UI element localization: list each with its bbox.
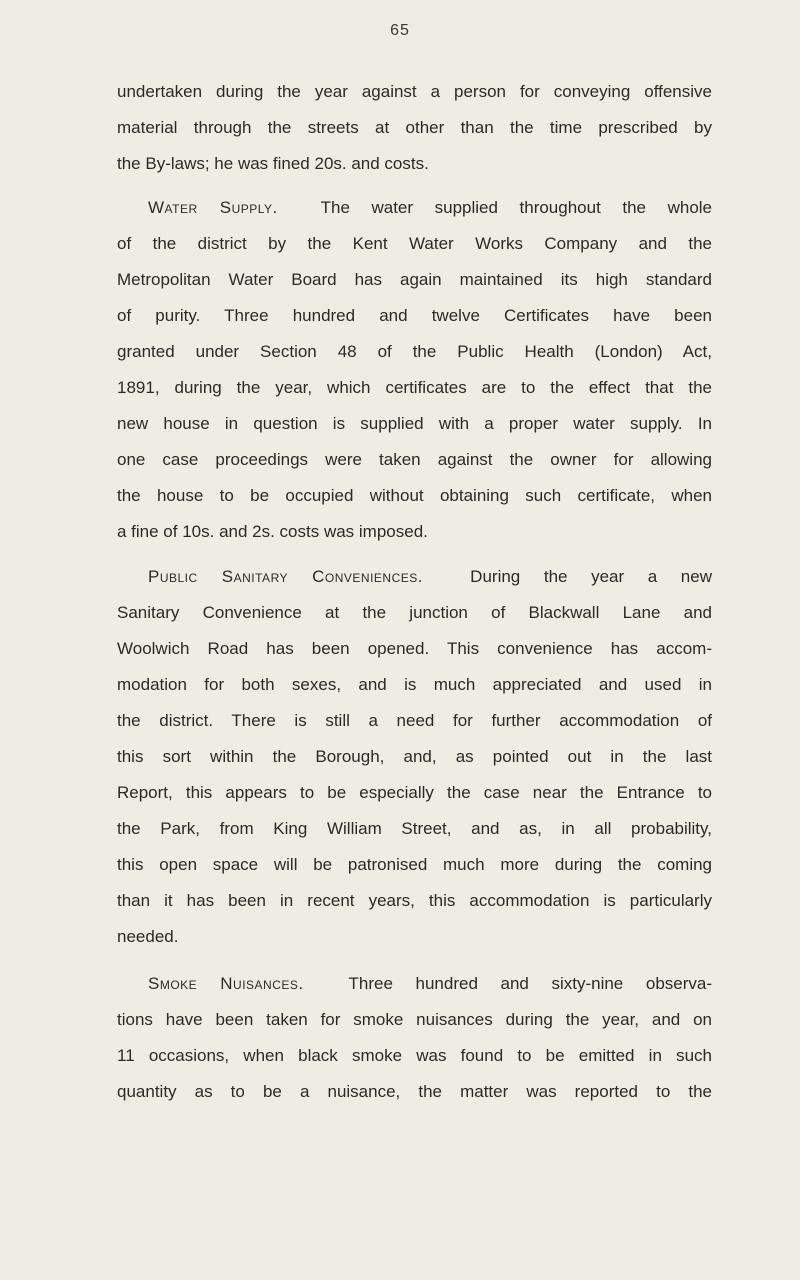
text-line: the house to be occupied without obtaining such certificate, when: [117, 486, 712, 505]
text-line: [117, 190, 712, 226]
text-run: The water supplied throughout the whole: [320, 198, 713, 217]
text-line: Woolwich Road has been opened. This convenience has accom-: [117, 639, 712, 658]
text-line: undertaken during the year against a person for conveying offensive: [117, 82, 712, 101]
text-line: a fine of 10s. and 2s. costs was imposed.: [117, 522, 428, 541]
paragraph-smoke-nuisances: [117, 966, 712, 1110]
text-line: [117, 559, 712, 595]
text-line: granted under Section 48 of the Public Health (London) Act,: [117, 342, 712, 361]
text-line: than it has been in recent years, this accommodation is particularly: [117, 891, 712, 910]
text-run: During the year a new: [470, 567, 712, 586]
text-line: Sanitary Convenience at the junction of Blackwall Lane and: [117, 603, 712, 622]
text-line: this open space will be patronised much more during the coming: [117, 855, 712, 874]
text-line: of the district by the Kent Water Works Company and the: [117, 234, 712, 253]
text-line: 11 occasions, when black smoke was found to be emitted in such: [117, 1046, 712, 1065]
text-line: 1891, during the year, which certificates are to the effect that the: [117, 378, 712, 397]
text-line: the district. There is still a need for further accommodation of: [117, 711, 712, 730]
section-heading: Smoke Nuisances.: [148, 974, 304, 993]
text-line: [117, 966, 712, 1002]
paragraph-continuation: [117, 74, 712, 182]
text-line: the By-laws; he was fined 20s. and costs.: [117, 154, 429, 173]
text-line: tions have been taken for smoke nuisances during the year, and on: [117, 1010, 712, 1029]
page-number: 65: [390, 22, 410, 39]
text-line: needed.: [117, 927, 179, 946]
text-line: Metropolitan Water Board has again maintained its high standard: [117, 270, 712, 289]
paragraph-water-supply: [117, 190, 712, 550]
text-run: Three hundred and sixty-nine observa-: [348, 974, 713, 993]
paragraph-public-sanitary-conveniences: [117, 559, 712, 955]
text-line: this sort within the Borough, and, as pointed out in the last: [117, 747, 712, 766]
text-line: modation for both sexes, and is much appreciated and used in: [117, 675, 712, 694]
text-line: quantity as to be a nuisance, the matter was reported to the: [117, 1082, 712, 1101]
text-line: new house in question is supplied with a proper water supply. In: [117, 414, 712, 433]
text-line: Report, this appears to be especially the case near the Entrance to: [117, 783, 712, 802]
text-line: of purity. Three hundred and twelve Certificates have been: [117, 306, 712, 325]
text-line: material through the streets at other than the time prescribed by: [117, 118, 712, 137]
section-heading: Public Sanitary Conveniences.: [148, 567, 423, 586]
text-line: one case proceedings were taken against the owner for allowing: [117, 450, 712, 469]
section-heading: Water Supply.: [148, 198, 278, 217]
text-line: the Park, from King William Street, and as, in all probability,: [117, 819, 712, 838]
